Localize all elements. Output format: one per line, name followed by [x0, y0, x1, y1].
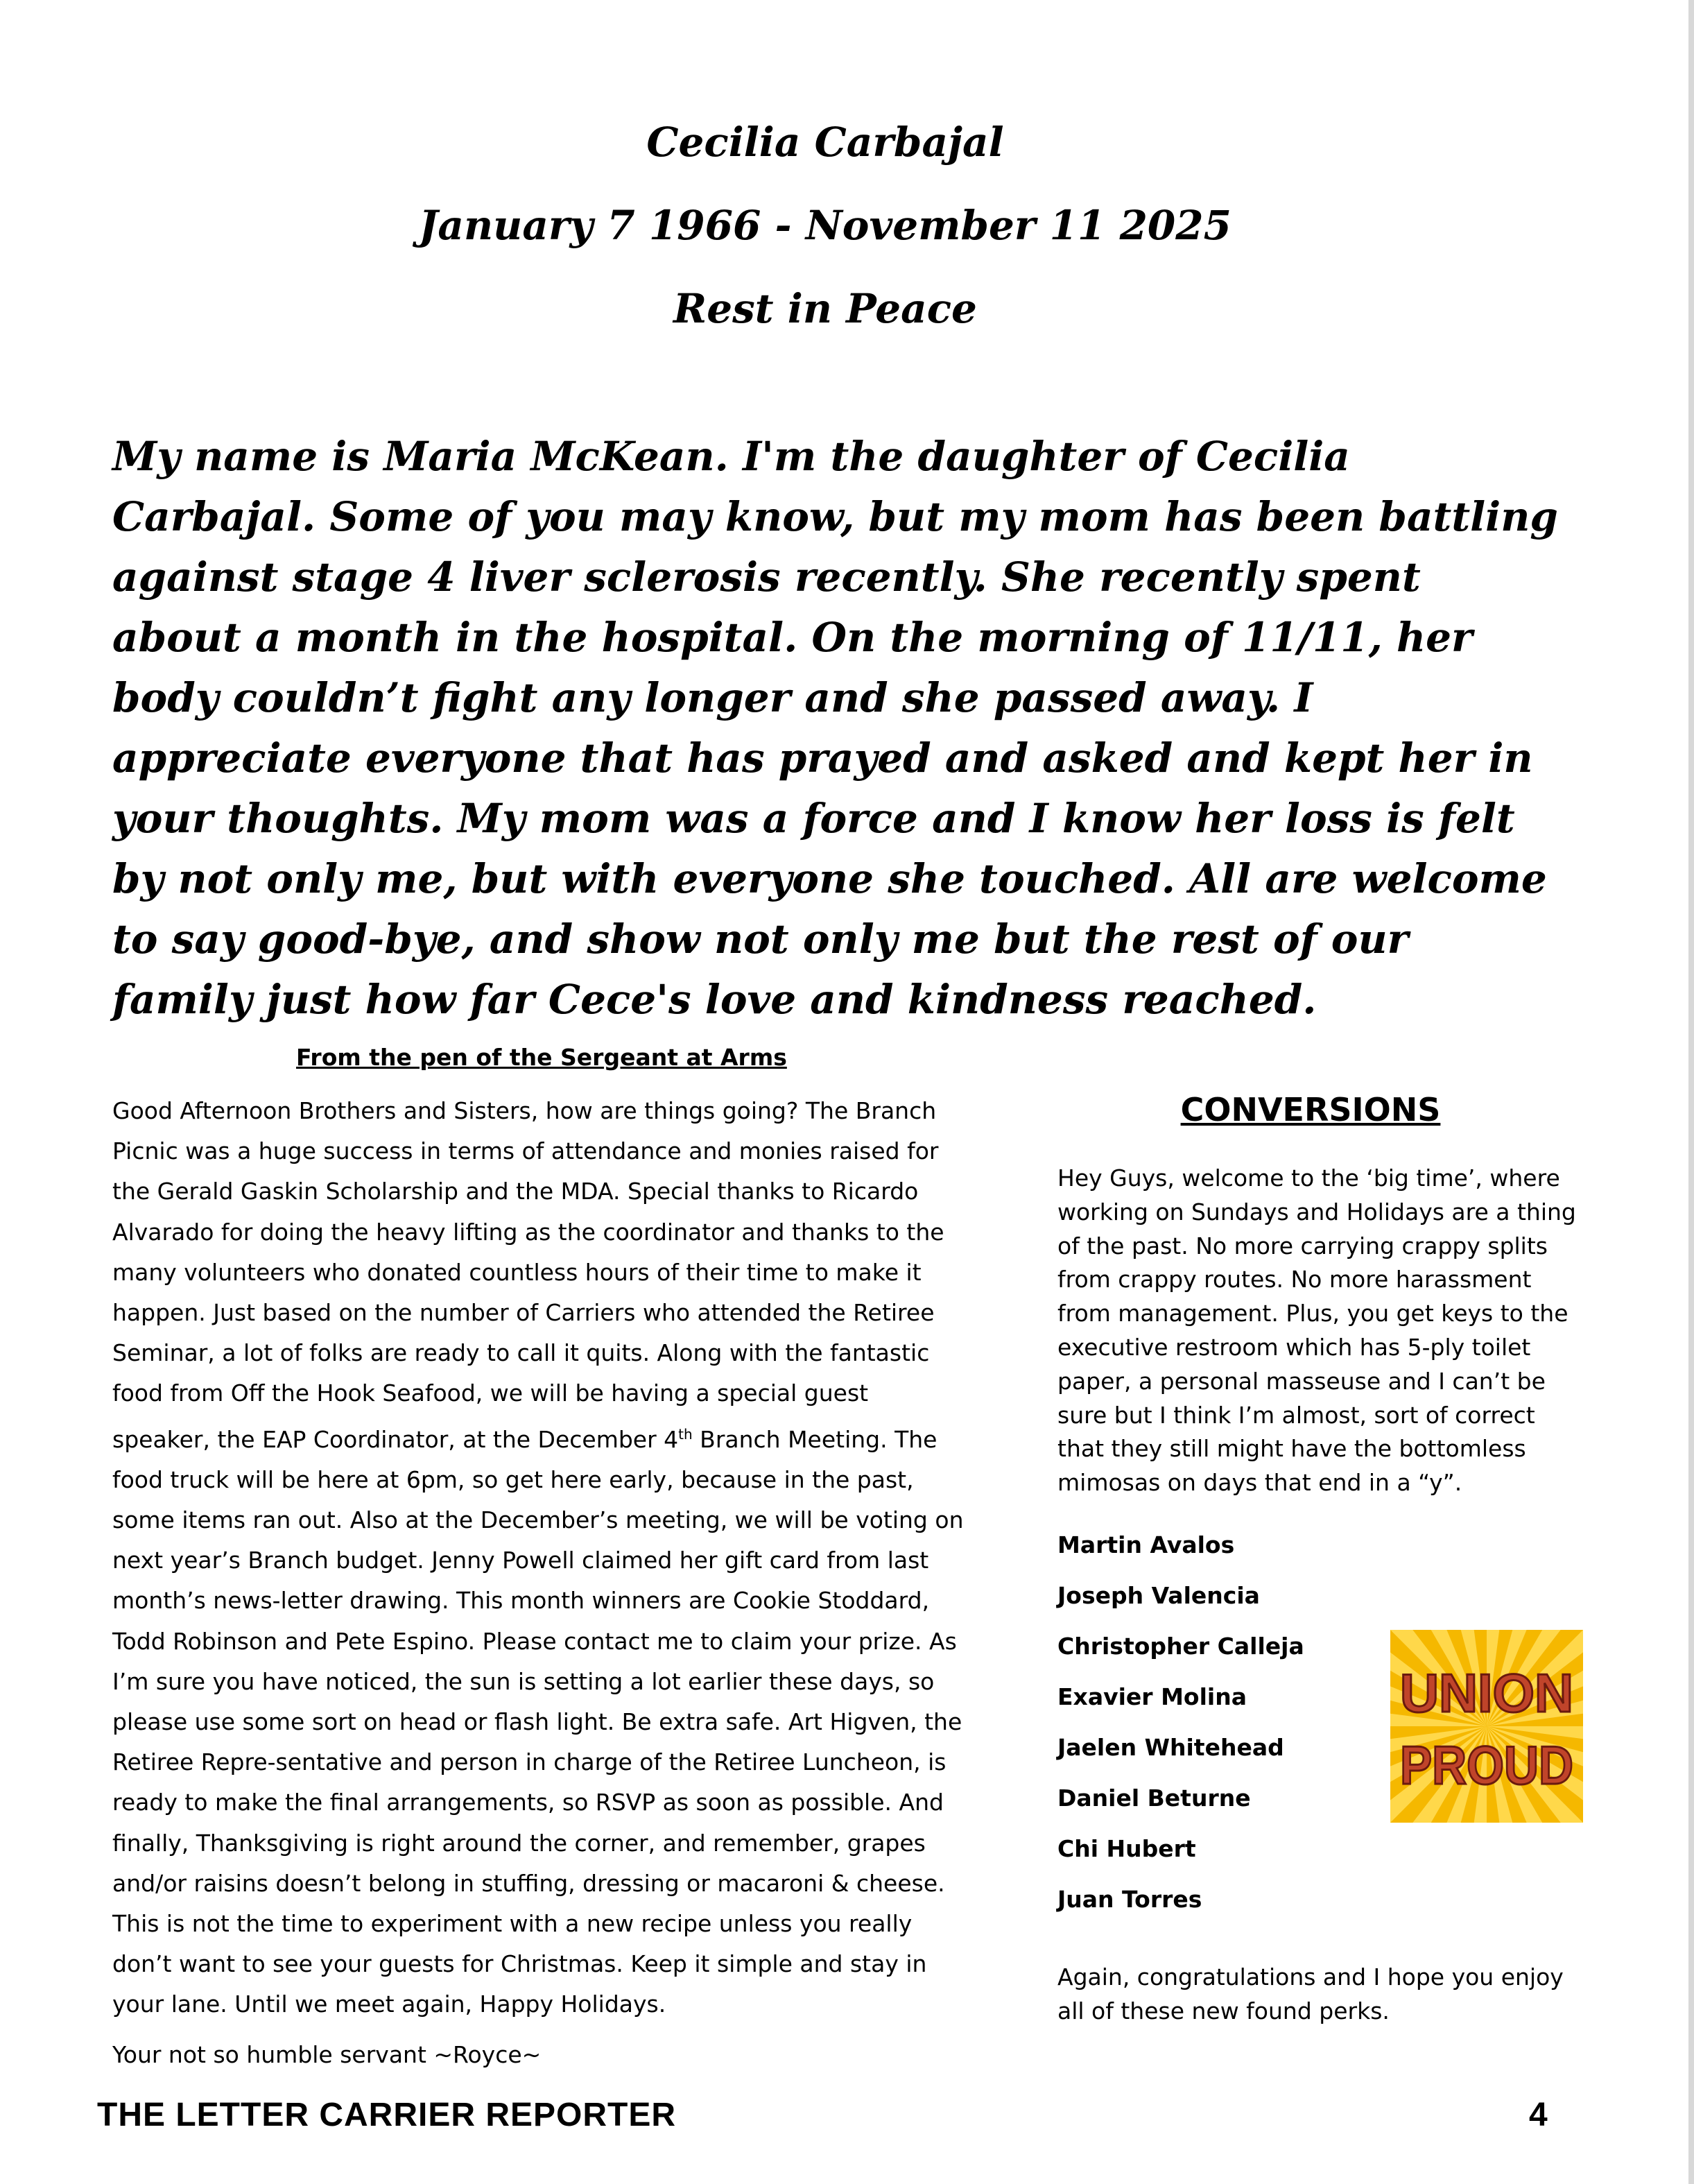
- memorial-rip: Rest in Peace: [673, 285, 977, 332]
- page-edge: [1688, 0, 1694, 2184]
- list-item: Chi Hubert: [1057, 1834, 1196, 1862]
- sergeant-article: [112, 1044, 972, 2072]
- publication-title: THE LETTER CARRIER REPORTER: [97, 2097, 677, 2133]
- list-item: Christopher Calleja: [1057, 1632, 1304, 1660]
- list-item: Daniel Beturne: [1057, 1784, 1251, 1812]
- list-item: Joseph Valencia: [1057, 1581, 1260, 1609]
- ordinal-suffix: th: [678, 1425, 693, 1443]
- sergeant-body: [112, 1091, 972, 2025]
- conversions-intro: Hey Guys, welcome to the ‘big time’, where working on Sundays and Holidays are a thing of the past. No more carrying crappy splits from crappy routes. No more harassment from management. Plus, you get keys to the executive restroom which has 5-ply toilet paper, a personal masseuse and I can’t be sure but I think I’m almost, sort of correct that they still might have the bottomless mimosas on days that end in a “y”.: [1057, 1164, 1576, 1497]
- memorial-tribute: My name is Maria McKean. I'm the daughter of Cecilia Carbajal. Some of you may know, but my mom has been battling against stage 4 liver sclerosis recently. She recently spent about a month in the hospital. On the morning of 11/11, her body couldn’t fight any longer and she passed away. I appreciate everyone that has prayed and asked and kept her in your thoughts. My mom was a force and I know her loss is felt by not only me, but with everyone she touched. All are welcome to say good-bye, and show not only me but the rest of our family just how far Cece's love and kindness reached.: [112, 433, 1558, 1023]
- sergeant-title: From the pen of the Sergeant at Arms: [296, 1044, 787, 1071]
- list-item: Juan Torres: [1057, 1885, 1202, 1913]
- conversions-title: CONVERSIONS: [1180, 1091, 1441, 1128]
- conversions-closing: Again, congratulations and I hope you enjoy all of these new found perks.: [1057, 1963, 1564, 2024]
- sergeant-body-part1: Good Afternoon Brothers and Sisters, how are things going? The Branch Picnic was a huge success in terms of attendance and monies raised for the Gerald Gaskin Scholarship and the MDA. Special thanks to Ricardo Alvarado for doing the heavy lifting as the coordinator and thanks to the many volunteers who donated countless hours of their time to make it happen. Just based on the number of Carriers who attended the Retiree Seminar, a lot of folks are ready to call it quits. Along with the fantastic food from Off the Hook Seafood, we will be having a special guest speaker, the EAP Coordinator, at the December 4: [112, 1097, 944, 1453]
- memorial-header: [0, 108, 1650, 357]
- list-item: Martin Avalos: [1057, 1531, 1235, 1558]
- badge-text-proud: PROUD: [1400, 1735, 1573, 1796]
- sergeant-body-part2: Branch Meeting. The food truck will be here at 6pm, so get here early, because in the past, some items ran out. Also at the December’s meeting, we will be voting on next year’s Branch budget. Jenny Powell claimed her gift card from last month’s news-letter drawing. This month winners are Cookie Stoddard, Todd Robinson and Pete Espino. Please contact me to claim your prize. As I’m sure you have noticed, the sun is setting a lot earlier these days, so please use some sort on head or flash light. Be extra safe. Art Higven, the Retiree Repre-sentative and person in charge of the Retiree Luncheon, is ready to make the final arrangements, so RSVP as soon as possible. And finally, Thanksgiving is right around the corner, and remember, grapes and/or raisins doesn’t belong in stuffing, dressing or macaroni & cheese. This is not the time to experiment with a new recipe unless you really don’t want to see your guests for Christmas. Keep it simple and stay in your lane. Until we meet again, Happy Holidays.: [112, 1425, 964, 2018]
- memorial-dates: January 7 1966 - November 11 2025: [418, 202, 1232, 249]
- union-proud-badge: [1390, 1630, 1583, 1823]
- badge-text-union: UNION: [1400, 1662, 1573, 1723]
- list-item: Exavier Molina: [1057, 1683, 1247, 1710]
- sergeant-signoff: Your not so humble servant ~Royce~: [112, 2040, 542, 2068]
- page-number: 4: [1529, 2097, 1548, 2133]
- conversions-section: [1057, 1085, 1584, 2029]
- list-item: Jaelen Whitehead: [1057, 1733, 1284, 1761]
- memorial-name: Cecilia Carbajal: [646, 119, 1004, 166]
